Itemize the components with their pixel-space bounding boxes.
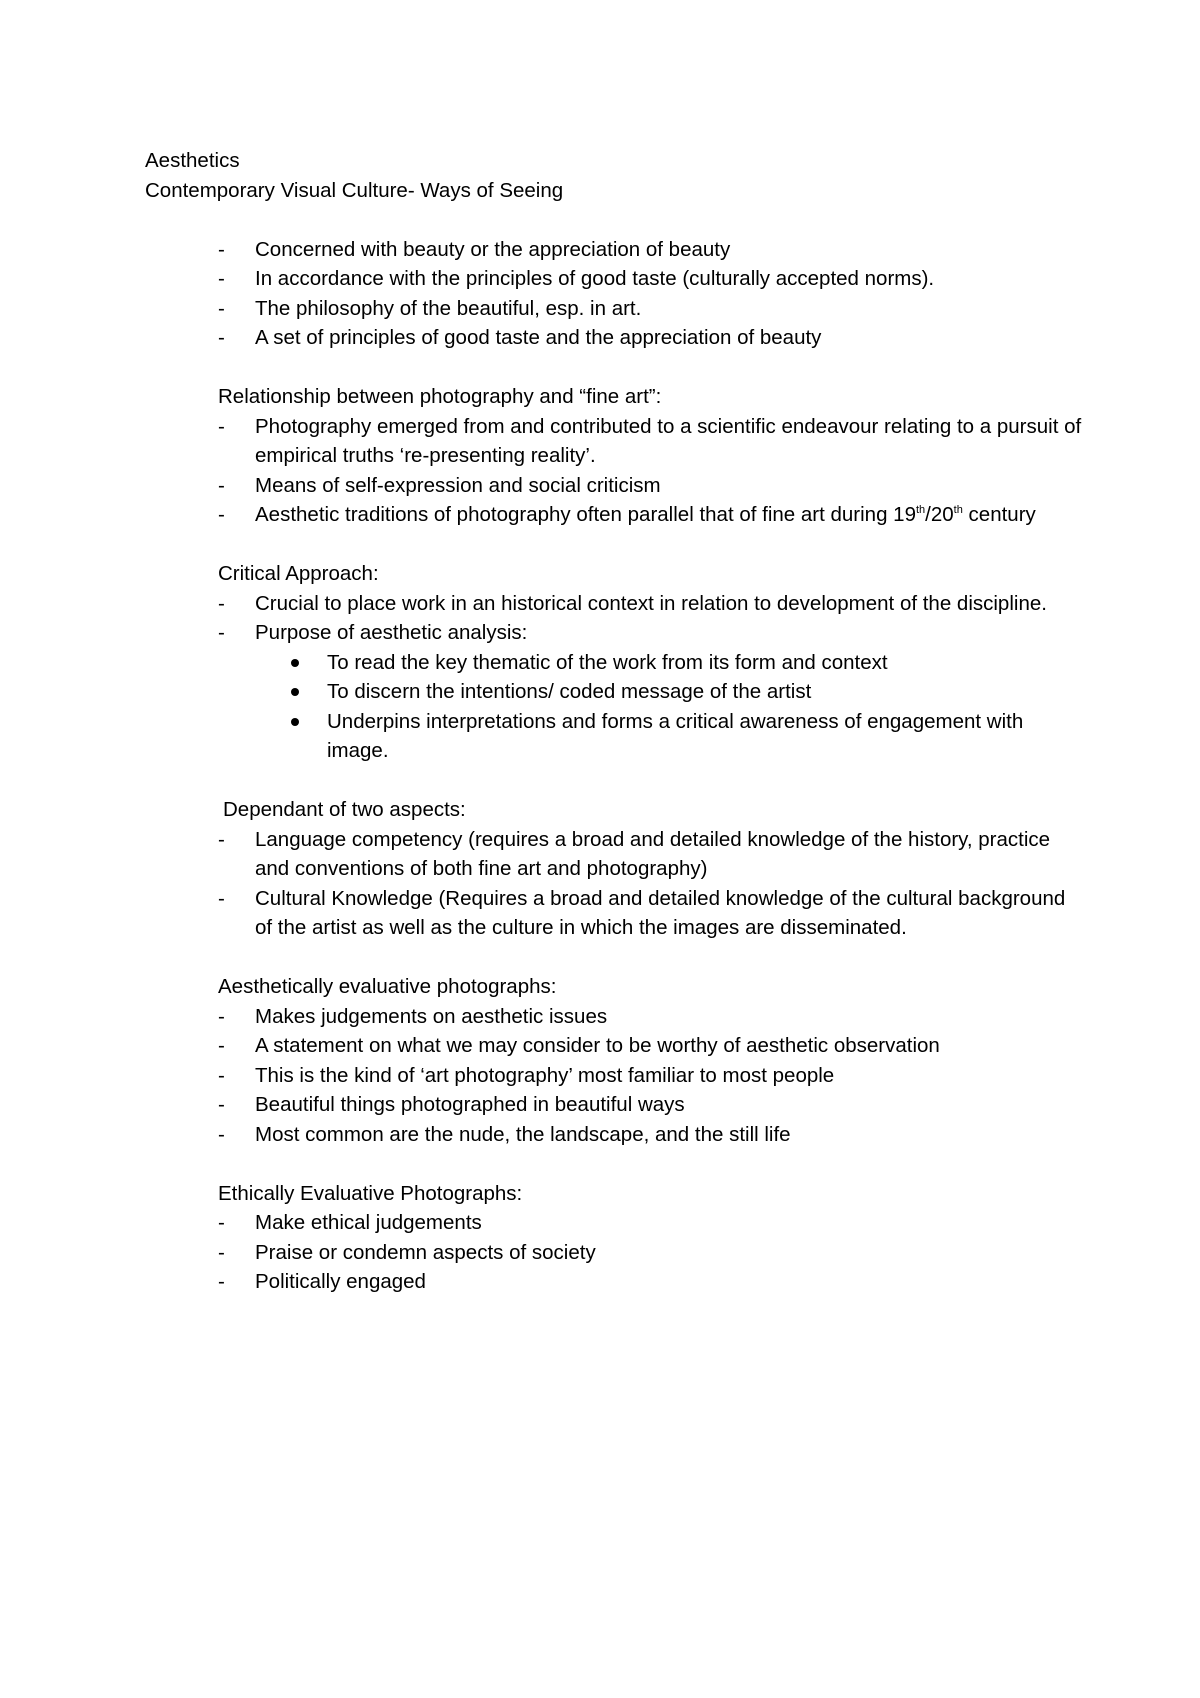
section-heading-ethically: Ethically Evaluative Photographs: — [218, 1181, 523, 1205]
list-item-text: Politically engaged — [255, 1270, 426, 1293]
dash-marker: - — [218, 473, 225, 497]
list-item-text-part: /20 — [925, 503, 954, 526]
bullet-icon — [291, 659, 299, 667]
dash-marker: - — [218, 296, 225, 320]
list-item — [145, 884, 1085, 943]
list-item-text: Crucial to place work in an historical context in relation to development of the discipline. — [255, 591, 1047, 615]
list-item-text: A statement on what we may consider to be worthy of aesthetic observation — [255, 1034, 940, 1057]
list-item — [145, 589, 1085, 619]
list-item — [145, 1120, 1085, 1150]
dash-marker: - — [218, 237, 225, 261]
critical-sub-list — [255, 648, 1085, 766]
list-item — [145, 1002, 1085, 1032]
dash-marker: - — [218, 621, 225, 644]
dash-marker: - — [218, 1270, 225, 1293]
list-item-text: Purpose of aesthetic analysis: — [255, 621, 528, 644]
section-heading-aesthetically: Aesthetically evaluative photographs: — [218, 975, 557, 998]
bullet-icon — [291, 688, 299, 696]
relationship-list — [145, 412, 1085, 530]
sub-list-item-text: To discern the intentions/ coded message of the artist — [327, 680, 812, 703]
aesthetically-list — [145, 1002, 1085, 1150]
dash-marker: - — [218, 1034, 225, 1057]
list-item — [145, 412, 1085, 471]
list-item — [145, 825, 1085, 884]
dash-marker: - — [218, 1004, 225, 1028]
list-item — [145, 294, 1085, 324]
blank-line — [145, 205, 1085, 235]
list-item-text: Means of self-expression and social criticism — [255, 473, 661, 497]
list-item — [145, 500, 1085, 530]
superscript: th — [953, 504, 963, 517]
blank-line — [145, 943, 1085, 973]
list-item — [145, 1031, 1085, 1061]
sub-list-item-text: To read the key thematic of the work from its form and context — [327, 650, 888, 674]
sub-list-item — [255, 677, 1085, 707]
list-item-text: A set of principles of good taste and the appreciation of beauty — [255, 326, 822, 349]
dash-marker: - — [218, 827, 225, 851]
definitions-list — [145, 235, 1085, 353]
sub-list-item-text: Underpins interpretations and forms a critical awareness of engagement with image. — [327, 709, 1024, 762]
dash-marker: - — [218, 503, 225, 526]
list-item-text-part: Aesthetic traditions of photography often parallel that of fine art during 19 — [255, 503, 916, 526]
list-item-text: Language competency (requires a broad and detailed knowledge of the history, practice and conventions of both fine art and photography) — [255, 827, 1051, 880]
blank-line — [145, 766, 1085, 796]
dash-marker: - — [218, 886, 225, 910]
blank-line — [145, 353, 1085, 383]
dash-marker: - — [218, 267, 225, 290]
dash-marker: - — [218, 1093, 225, 1116]
dash-marker: - — [218, 326, 225, 349]
list-item-text: Beautiful things photographed in beautiful ways — [255, 1093, 685, 1116]
document-title: Aesthetics — [145, 149, 240, 172]
bullet-icon — [291, 718, 299, 726]
list-item — [145, 235, 1085, 265]
list-item — [145, 1090, 1085, 1120]
list-item — [145, 1267, 1085, 1297]
list-item — [145, 1208, 1085, 1238]
critical-list — [145, 589, 1085, 766]
list-item — [145, 323, 1085, 353]
dash-marker: - — [218, 591, 225, 615]
ethically-list — [145, 1208, 1085, 1297]
list-item-text: The philosophy of the beautiful, esp. in art. — [255, 296, 642, 320]
dash-marker: - — [218, 1211, 225, 1234]
list-item-text: Makes judgements on aesthetic issues — [255, 1004, 608, 1028]
section-heading-relationship: Relationship between photography and “fine art”: — [218, 385, 662, 408]
list-item-text: In accordance with the principles of good taste (culturally accepted norms). — [255, 267, 935, 290]
dash-marker: - — [218, 1122, 225, 1146]
list-item-text-part: century — [962, 503, 1036, 526]
dash-marker: - — [218, 1063, 225, 1087]
document-body — [145, 146, 1085, 1297]
blank-line — [145, 530, 1085, 560]
section-heading-dependant: Dependant of two aspects: — [223, 798, 466, 821]
list-item — [145, 264, 1085, 294]
list-item — [145, 1238, 1085, 1268]
list-item-text: Photography emerged from and contributed to a scientific endeavour relating to a pursuit of empirical truths ‘re-presenting reality’. — [255, 414, 1082, 467]
dash-marker: - — [218, 414, 225, 438]
list-item — [145, 471, 1085, 501]
document-subtitle: Contemporary Visual Culture- Ways of Seeing — [145, 178, 564, 202]
list-item — [145, 618, 1085, 766]
superscript: th — [915, 504, 926, 517]
blank-line — [145, 1149, 1085, 1179]
dash-marker: - — [218, 1240, 225, 1264]
section-heading-critical: Critical Approach: — [218, 562, 379, 585]
list-item-text: Make ethical judgements — [255, 1211, 482, 1234]
dependant-list — [145, 825, 1085, 943]
sub-list-item — [255, 648, 1085, 678]
list-item-text: Concerned with beauty or the appreciation of beauty — [255, 237, 731, 261]
list-item-text: This is the kind of ‘art photography’ most familiar to most people — [255, 1063, 835, 1087]
list-item-text: Praise or condemn aspects of society — [255, 1240, 596, 1264]
list-item — [145, 1061, 1085, 1091]
sub-list-item — [255, 707, 1085, 766]
list-item-text: Cultural Knowledge (Requires a broad and detailed knowledge of the cultural background of the artist as well as the culture in which the images are disseminated. — [255, 886, 1066, 939]
list-item-text: Most common are the nude, the landscape, and the still life — [255, 1122, 791, 1146]
